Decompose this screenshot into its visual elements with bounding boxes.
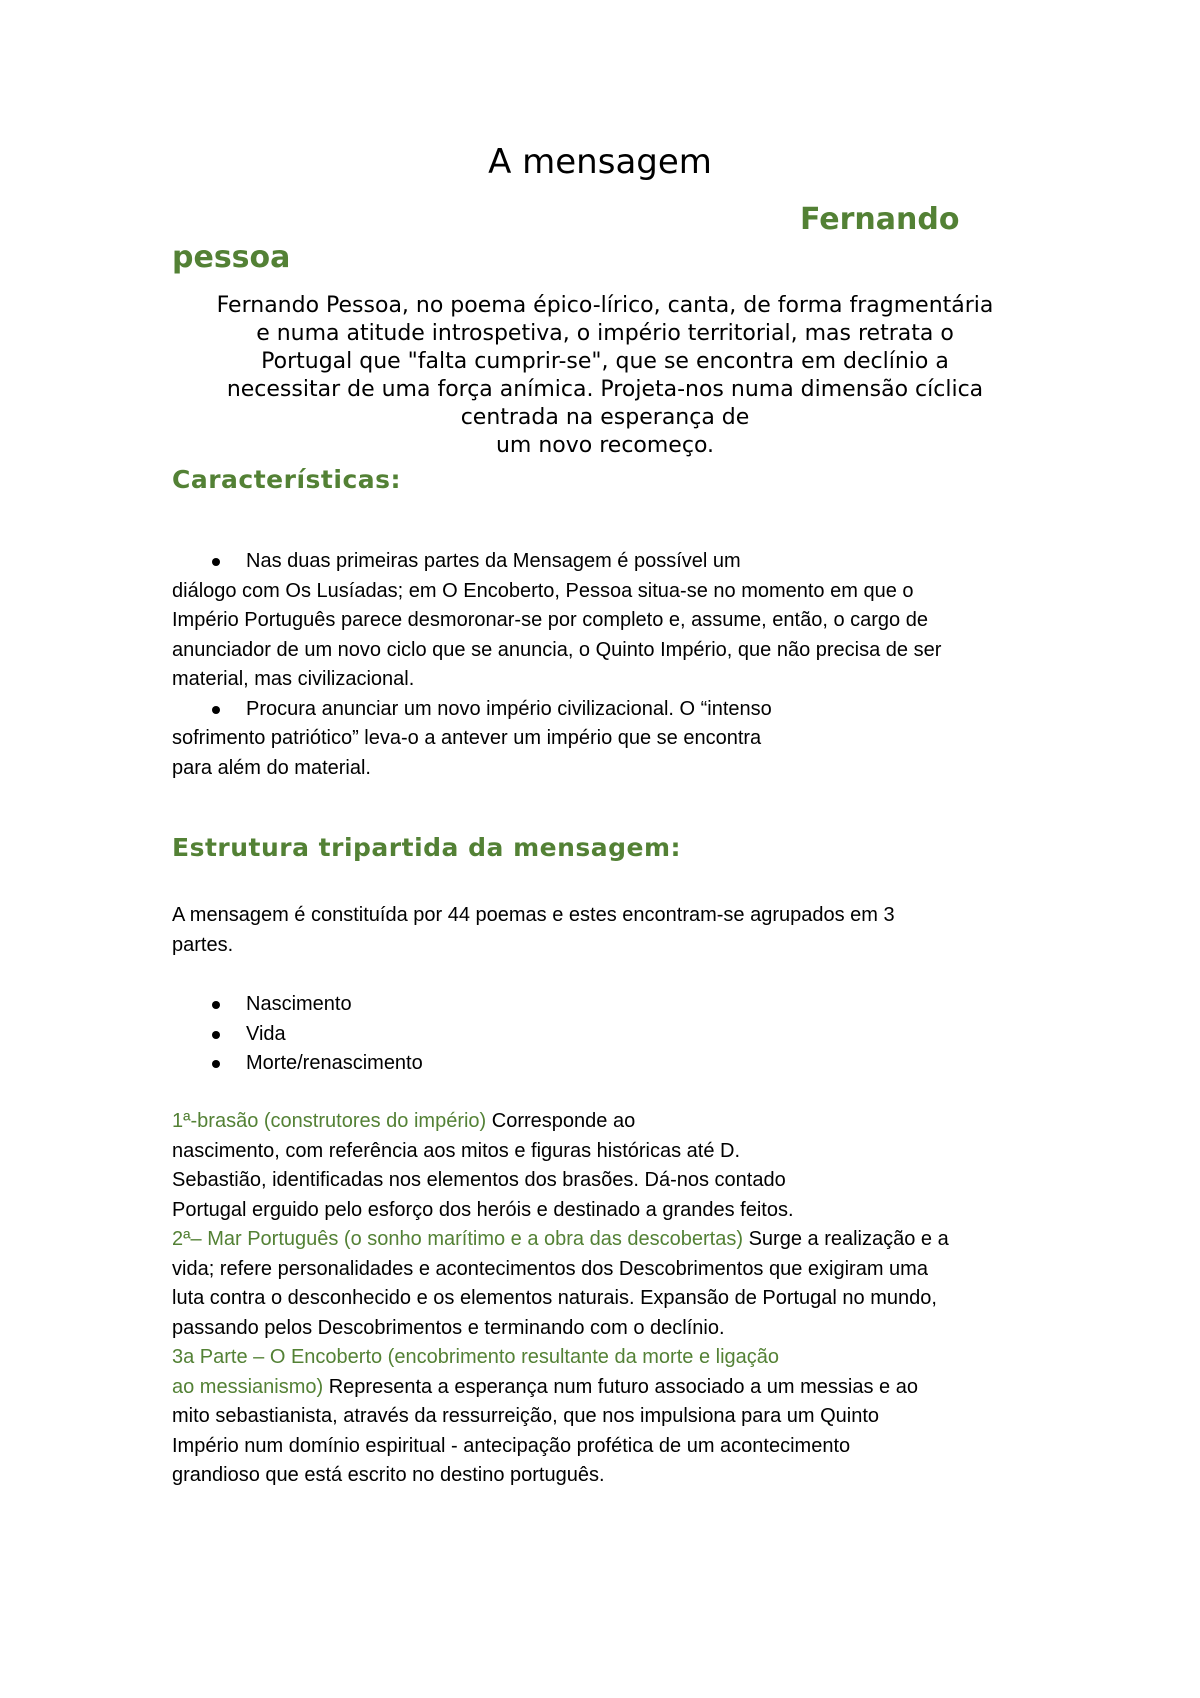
structure-intro-line: partes. bbox=[172, 933, 234, 956]
list-item bbox=[172, 1049, 1052, 1079]
structure-intro bbox=[172, 901, 1052, 960]
part1-line: Sebastião, identificadas nos elementos dos brasões. Dá-nos contado bbox=[172, 1169, 786, 1191]
part3-line: mito sebastianista, através da ressurreição, que nos impulsiona para um Quinto bbox=[172, 1405, 880, 1427]
part1-line: nascimento, com referência aos mitos e figuras históricas até D. bbox=[172, 1139, 741, 1162]
part2-text: Surge a realização e a bbox=[743, 1228, 949, 1250]
part3-label-end: ao messianismo) bbox=[172, 1375, 324, 1398]
part3-line: grandioso que está escrito no destino português. bbox=[172, 1464, 605, 1486]
part1-label: 1ª-brasão (construtores do império) bbox=[172, 1110, 487, 1132]
part-name: Morte/renascimento bbox=[246, 1052, 423, 1074]
characteristics-list bbox=[172, 547, 1052, 783]
intro-line: centrada na esperança de bbox=[460, 405, 750, 430]
part-name: Vida bbox=[246, 1022, 286, 1045]
bullet-continuation: Império Português parece desmoronar-se por completo e, assume, então, o cargo de bbox=[172, 609, 928, 631]
structure-intro-line: A mensagem é constituída por 44 poemas e estes encontram-se agrupados em 3 bbox=[172, 904, 895, 926]
list-item bbox=[172, 990, 1052, 1020]
intro-line: Portugal que "falta cumprir-se", que se encontra em declínio a bbox=[261, 349, 949, 374]
bullet-icon bbox=[212, 1031, 220, 1039]
page-title: A mensagem bbox=[488, 142, 712, 182]
part1-line: Portugal erguido pelo esforço dos heróis e destinado a grandes feitos. bbox=[172, 1198, 794, 1221]
bullet-continuation: sofrimento patriótico” leva-o a antever um império que se encontra bbox=[172, 727, 762, 749]
bullet-text: Nas duas primeiras partes da Mensagem é possível um bbox=[246, 550, 741, 572]
bullet-icon bbox=[212, 1060, 220, 1068]
part3-label: 3a Parte – O Encoberto (encobrimento resultante da morte e ligação bbox=[172, 1346, 780, 1368]
bullet-continuation: para além do material. bbox=[172, 756, 371, 779]
parts-list bbox=[172, 990, 1052, 1079]
intro-line: um novo recomeço. bbox=[495, 433, 715, 458]
author-first-name: Fernando bbox=[800, 202, 960, 237]
list-item bbox=[172, 547, 1052, 577]
intro-line: Fernando Pessoa, no poema épico-lírico, canta, de forma fragmentária bbox=[216, 293, 994, 318]
bullet-icon bbox=[212, 558, 220, 566]
part2-first-line bbox=[172, 1225, 1052, 1255]
part2-label: 2ª– Mar Português (o sonho marítimo e a obra das descobertas) bbox=[172, 1228, 744, 1250]
part2-line: passando pelos Descobrimentos e terminando com o declínio. bbox=[172, 1316, 725, 1339]
characteristics-heading: Características: bbox=[172, 465, 402, 494]
bullet-continuation: diálogo com Os Lusíadas; em O Encoberto, Pessoa situa-se no momento em que o bbox=[172, 579, 914, 602]
part2-line: vida; refere personalidades e acontecimentos dos Descobrimentos que exigiram uma bbox=[172, 1257, 928, 1280]
list-item bbox=[172, 695, 1052, 725]
bullet-continuation: anunciador de um novo ciclo que se anuncia, o Quinto Império, que não precisa de ser bbox=[172, 638, 942, 661]
bullet-text: Procura anunciar um novo império civilizacional. O “intenso bbox=[246, 697, 772, 720]
part3-line: Império num domínio espiritual - antecipação profética de um acontecimento bbox=[172, 1434, 851, 1457]
part2-line: luta contra o desconhecido e os elementos naturais. Expansão de Portugal no mundo, bbox=[172, 1287, 937, 1309]
intro-paragraph bbox=[172, 292, 1038, 460]
bullet-continuation: material, mas civilizacional. bbox=[172, 668, 415, 690]
part1-first-line bbox=[172, 1107, 1052, 1137]
structure-heading: Estrutura tripartida da mensagem: bbox=[172, 833, 682, 862]
bullet-icon bbox=[212, 706, 220, 714]
part1-text: Corresponde ao bbox=[486, 1110, 636, 1132]
intro-line: necessitar de uma força anímica. Projeta-nos numa dimensão cíclica bbox=[226, 377, 984, 402]
part3-second-line bbox=[172, 1373, 1052, 1403]
author-last-name: pessoa bbox=[172, 240, 291, 275]
intro-line: e numa atitude introspetiva, o império territorial, mas retrata o bbox=[256, 321, 954, 346]
parts-description bbox=[172, 1107, 1052, 1491]
list-item bbox=[172, 1020, 1052, 1050]
bullet-icon bbox=[212, 1001, 220, 1009]
part3-text: Representa a esperança num futuro associado a um messias e ao bbox=[323, 1375, 918, 1398]
part-name: Nascimento bbox=[246, 993, 352, 1015]
